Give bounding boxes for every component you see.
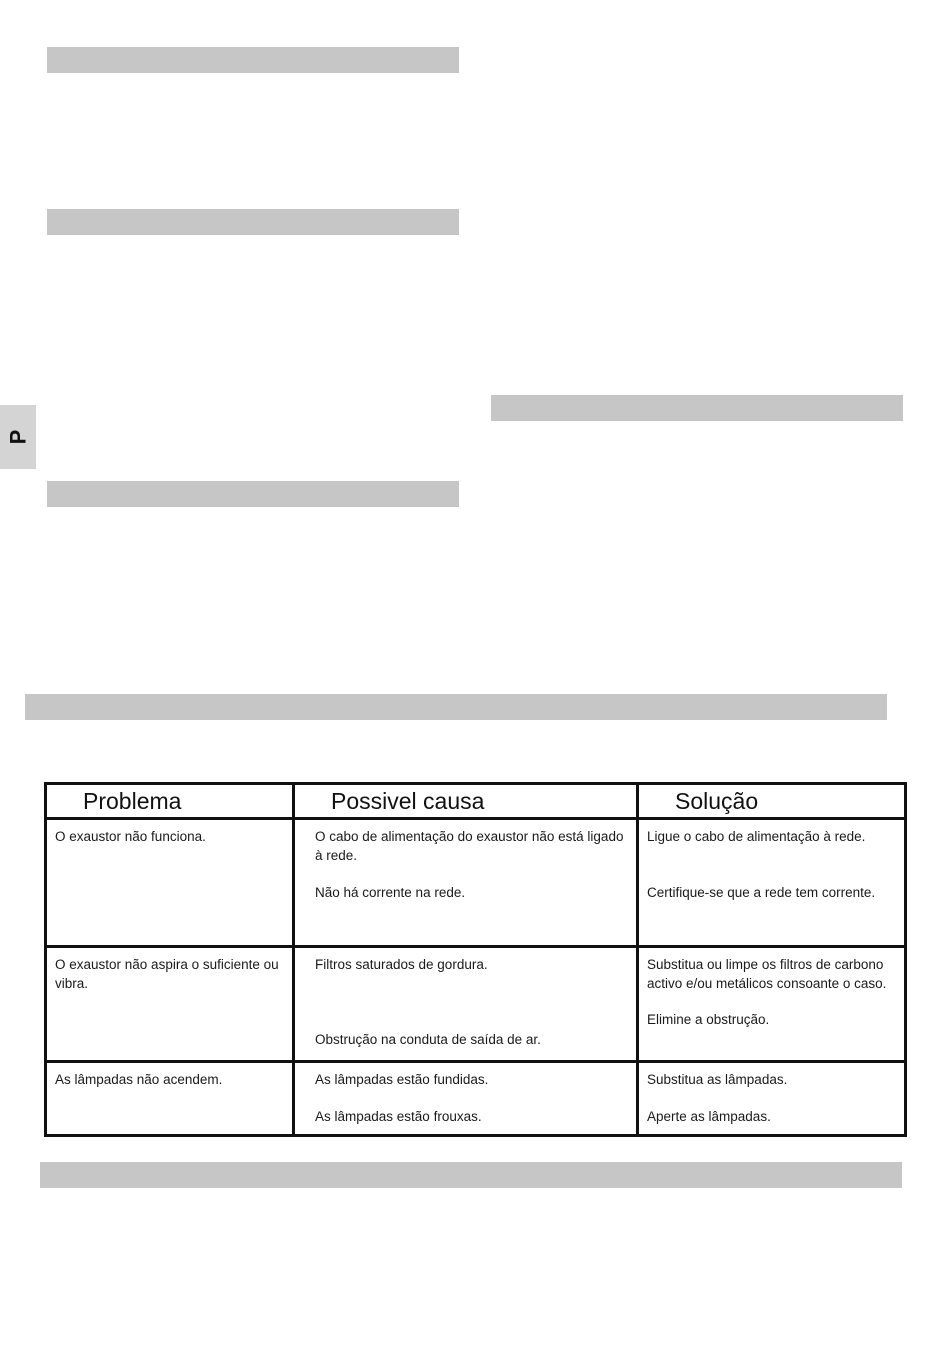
section-heading-bar-6	[40, 1162, 902, 1188]
solution-text: Substitua as lâmpadas.	[647, 1072, 788, 1087]
solution-cell	[638, 1062, 906, 1136]
problem-text: As lâmpadas não acendem.	[55, 1072, 223, 1087]
section-heading-bar-3	[491, 395, 903, 421]
table-row	[46, 819, 906, 947]
problem-text: O exaustor não aspira o suficiente ou vibra.	[55, 957, 279, 991]
table-row	[46, 1062, 906, 1136]
language-tab	[0, 405, 36, 469]
solution-text: Aperte as lâmpadas.	[647, 1109, 771, 1124]
cause-text: Obstrução na conduta de saída de ar.	[315, 1032, 541, 1047]
troubleshooting-table	[44, 782, 907, 1137]
header-problem: Problema	[46, 784, 294, 819]
cause-text: Não há corrente na rede.	[315, 885, 466, 900]
cause-cell	[294, 947, 638, 1062]
cause-text: O cabo de alimentação do exaustor não está ligado à rede.	[315, 829, 624, 863]
solution-text: Ligue o cabo de alimentação à rede.	[647, 829, 866, 844]
solution-cell	[638, 819, 906, 947]
cause-text: Filtros saturados de gordura.	[315, 957, 488, 972]
cause-text: As lâmpadas estão fundidas.	[315, 1072, 489, 1087]
solution-text: Substitua ou limpe os filtros de carbono activo e/ou metálicos consoante o caso.	[647, 957, 887, 991]
language-tab-label: P	[5, 429, 30, 445]
problem-cell	[46, 819, 294, 947]
cause-text: As lâmpadas estão frouxas.	[315, 1109, 482, 1124]
section-heading-bar-5	[25, 694, 887, 720]
header-solution: Solução	[638, 784, 906, 819]
section-heading-bar-1	[47, 47, 459, 73]
section-heading-bar-4	[47, 481, 459, 507]
solution-cell	[638, 947, 906, 1062]
table-header-row	[46, 784, 906, 819]
problem-cell	[46, 1062, 294, 1136]
section-heading-bar-2	[47, 209, 459, 235]
solution-text: Certifique-se que a rede tem corrente.	[647, 885, 876, 900]
header-cause: Possivel causa	[294, 784, 638, 819]
problem-text: O exaustor não funciona.	[55, 829, 206, 844]
problem-cell	[46, 947, 294, 1062]
solution-text: Elimine a obstrução.	[647, 1012, 770, 1027]
cause-cell	[294, 819, 638, 947]
table-row	[46, 947, 906, 1062]
cause-cell	[294, 1062, 638, 1136]
